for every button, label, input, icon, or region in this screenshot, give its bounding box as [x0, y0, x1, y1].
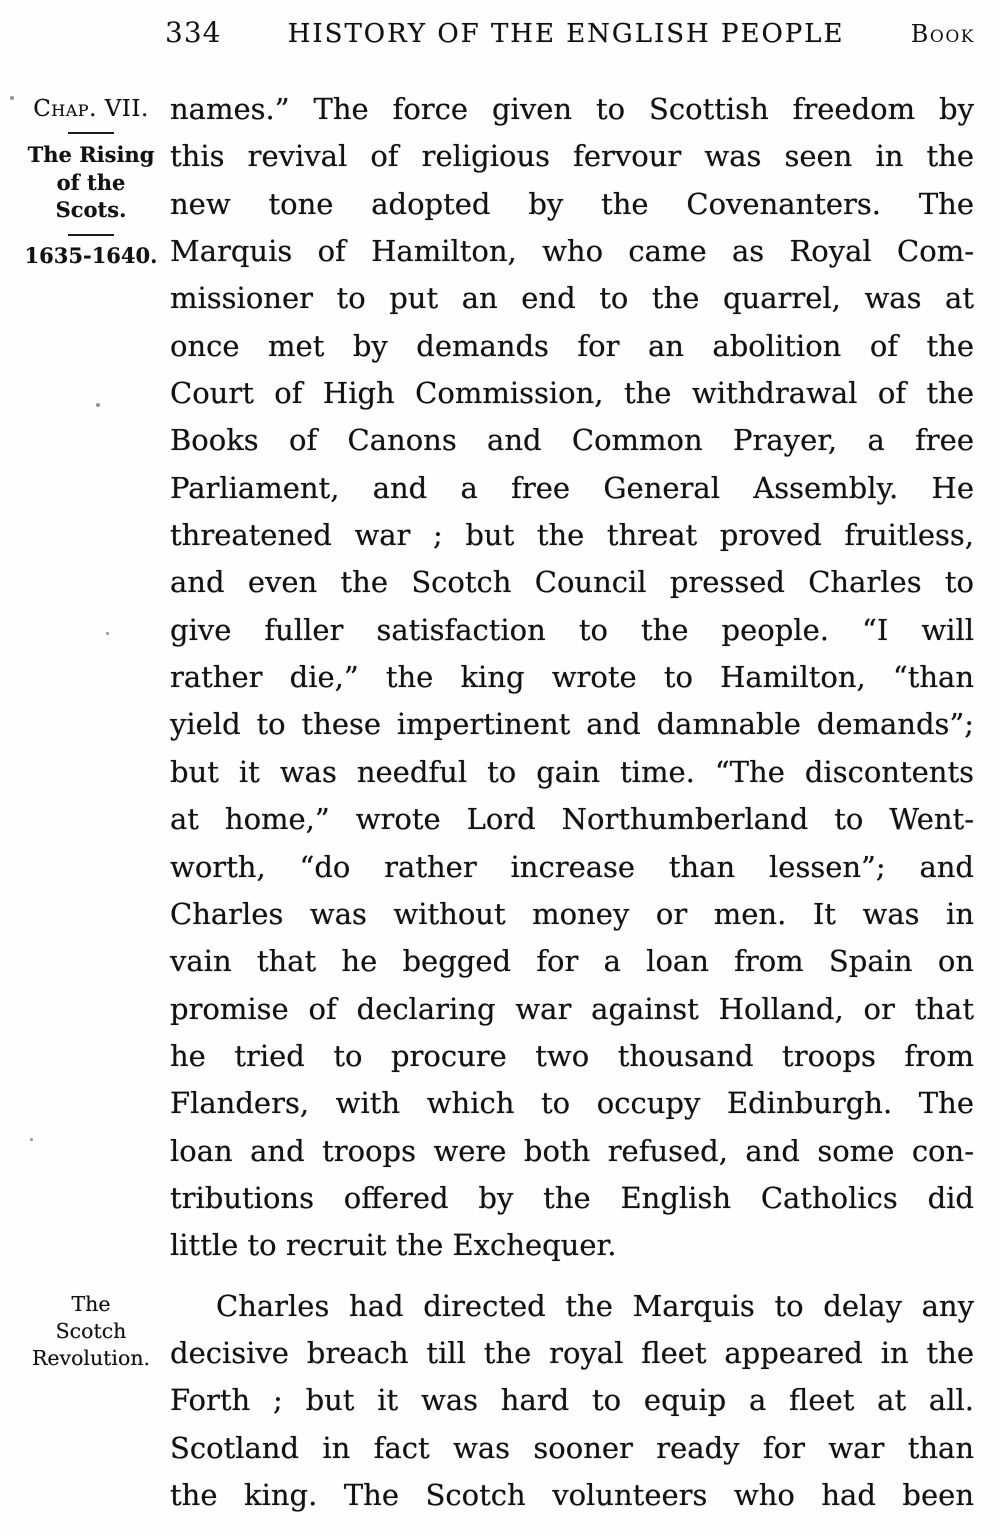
margin-note-scotch-revolution	[20, 1291, 162, 1372]
margin-notes-column	[20, 96, 162, 1370]
text-line: the king. The Scotch volunteers who had been	[170, 1477, 974, 1512]
text-line: tributions offered by the English Catholics did	[170, 1180, 974, 1215]
text-line: of the	[56, 169, 126, 195]
text-line: Parliament, and a free General Assembly. He	[170, 470, 974, 505]
text-line: this revival of religious fervour was seen in the	[170, 139, 974, 174]
scan-speck	[96, 403, 100, 407]
text-line: and even the Scotch Council pressed Charles to	[170, 565, 974, 600]
text-line: Charles was without money or men. It was in	[170, 896, 974, 931]
text-line: yield to these impertinent and damnable demands”;	[170, 707, 974, 742]
text-line: Scots.	[55, 197, 127, 222]
page-number: 334	[165, 16, 222, 49]
page-header	[165, 16, 975, 49]
paragraph-scotch-revolution	[170, 1283, 974, 1520]
text-line: once met by demands for an abolition of the	[170, 328, 974, 363]
text-line: Scotland in fact was sooner ready for war than	[170, 1430, 974, 1465]
running-title: HISTORY OF THE ENGLISH PEOPLE	[287, 19, 845, 49]
text-line: new tone adopted by the Covenanters. The	[170, 186, 974, 221]
text-line: Scotch	[55, 1319, 127, 1343]
text-line: Marquis of Hamilton, who came as Royal Com-	[170, 234, 974, 269]
text-line: threatened war ; but the threat proved fruitless,	[170, 518, 974, 553]
text-line: promise of declaring war against Holland, or that	[170, 991, 974, 1026]
text-line: give fuller satisfaction to the people. “I will	[170, 612, 974, 647]
text-line: The Rising	[27, 142, 155, 167]
text-line: Flanders, with which to occupy Edinburgh. The	[170, 1086, 974, 1121]
scan-speck	[106, 632, 109, 635]
margin-date-range: 1635-1640.	[24, 242, 158, 268]
book-signature-label: Book	[910, 20, 975, 48]
text-line: names.” The force given to Scottish freedom by	[170, 92, 974, 126]
text-line: Revolution.	[31, 1346, 151, 1370]
text-line: Charles had directed the Marquis to delay any	[216, 1288, 974, 1323]
text-line: The	[71, 1292, 111, 1316]
margin-note-rising-of-the-scots	[20, 141, 162, 224]
text-line: decisive breach till the royal fleet appeared in the	[170, 1335, 974, 1370]
margin-rule	[68, 132, 114, 134]
scan-speck	[30, 1138, 33, 1141]
text-line: at home,” wrote Lord Northumberland to Went-	[170, 802, 974, 837]
text-line: vain that he begged for a loan from Spain on	[170, 944, 974, 979]
text-line: Court of High Commission, the withdrawal of the	[170, 376, 974, 411]
chapter-label: Chap. VII.	[33, 96, 149, 122]
text-line: rather die,” the king wrote to Hamilton, “than	[170, 660, 974, 695]
paragraph-rising-of-the-scots	[170, 86, 974, 1270]
text-line: loan and troops were both refused, and some con-	[170, 1133, 974, 1168]
text-line: Forth ; but it was hard to equip a fleet at all.	[170, 1383, 974, 1418]
scan-speck	[10, 96, 14, 100]
text-line: little to recruit the Exchequer.	[170, 1228, 617, 1263]
text-line: worth, “do rather increase than lessen”; and	[170, 849, 974, 884]
text-line: but it was needful to gain time. “The discontents	[170, 754, 974, 789]
text-line: Books of Canons and Common Prayer, a free	[170, 423, 974, 458]
margin-rule	[68, 234, 114, 236]
text-line: he tried to procure two thousand troops from	[170, 1038, 974, 1073]
text-line: missioner to put an end to the quarrel, was at	[170, 281, 974, 316]
body-text-column	[170, 86, 974, 1519]
